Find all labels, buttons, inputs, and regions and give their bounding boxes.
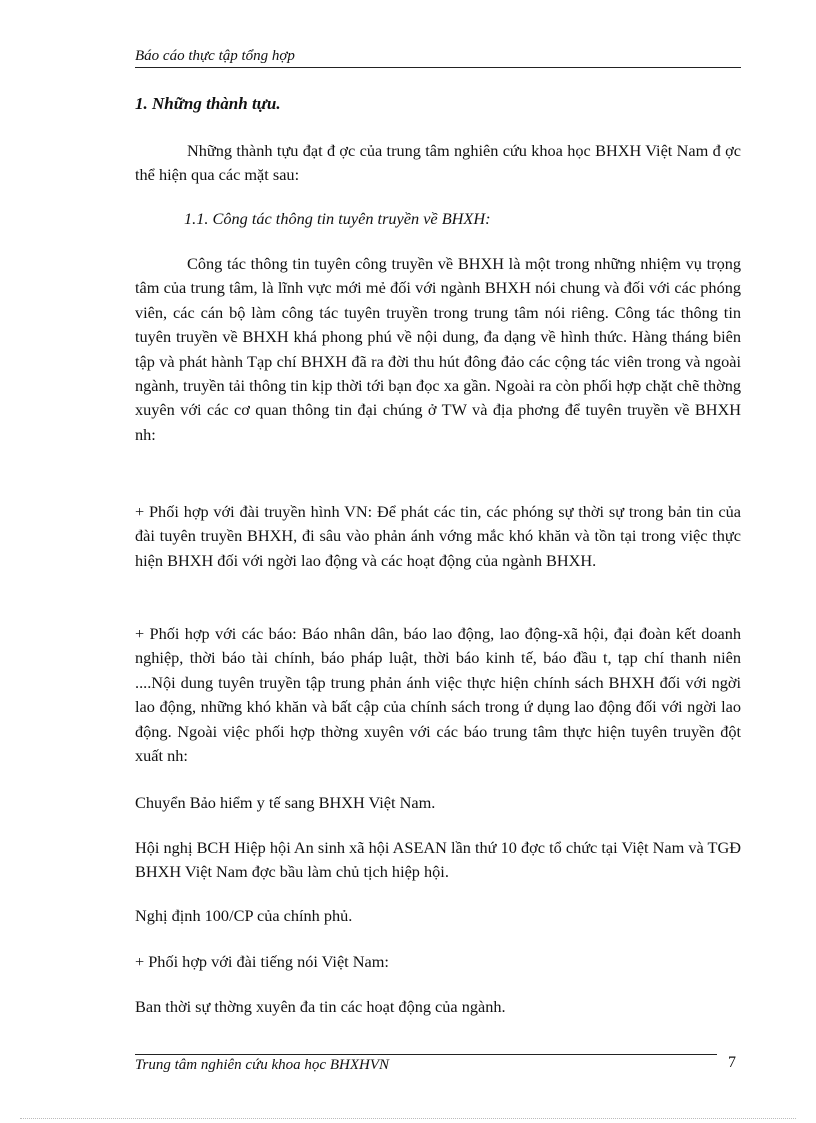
page-footer: Trung tâm nghiên cứu khoa học BHXHVN (135, 1057, 389, 1073)
paragraph-6: Nghị định 100/CP của chính phủ. (135, 906, 353, 925)
page-bottom-border (20, 1118, 796, 1119)
paragraph-3: + Phối hợp với các báo: Báo nhân dân, báo lao động, lao động-xã hội, đại đoàn kết doanh nghiệp, thời báo tài chính, báo pháp luật, thời báo kinh tế, báo đầu t, tạp chí thanh niên ....Nội dung tuyên truyền tập trung phản ánh việc thực hiện chính sách BHXH đối với ngời lao động, những khó khăn và bất cập của chính sách trong ứ dụng lao động đối với ngời lao động. Ngoài việc phối hợp thờng xuyên với các báo trung tâm thực hiện tuyên truyền đột xuất nh: (135, 624, 741, 766)
paragraph-5: Hội nghị BCH Hiệp hội An sinh xã hội ASEAN lần thứ 10 đợc tổ chức tại Việt Nam và TGĐ BHXH Việt Nam đợc bầu làm chủ tịch hiệp hội. (135, 838, 741, 882)
paragraph-4: Chuyển Bảo hiểm y tế sang BHXH Việt Nam. (135, 793, 436, 812)
subheading: 1.1. Công tác thông tin tuyên truyền về BHXH: (184, 209, 491, 228)
paragraph-7: + Phối hợp với đài tiếng nói Việt Nam: (135, 952, 389, 971)
page-header: Báo cáo thực tập tổng hợp (135, 48, 741, 68)
footer-divider (135, 1054, 717, 1055)
paragraph-8: Ban thời sự thờng xuyên đa tin các hoạt động của ngành. (135, 997, 506, 1016)
paragraph-2: + Phối hợp với đài truyền hình VN: Để phát các tin, các phóng sự thời sự trong bản tin của đài tuyên truyền BHXH, đi sâu vào phản ánh vớng mắc khó khăn và tồn tại trong việc thực hiện BHXH đối với ngời lao động và các hoạt động của ngành BHXH. (135, 502, 741, 570)
paragraph-1: Công tác thông tin tuyên công truyền về BHXH là một trong những nhiệm vụ trọng tâm của trung tâm, là lĩnh vực mới mẻ đối với ngành BHXH nói chung và đối với các phóng viên, các cán bộ làm công tác tuyên truyền trong trung tâm nói riêng. Công tác thông tin tuyên truyền về BHXH khá phong phú về nội dung, đa dạng về hình thức. Hàng tháng biên tập và phát hành Tạp chí BHXH đã ra đời thu hút đông đảo các cộng tác viên trong và ngoài ngành, truyền tải thông tin kịp thời tới bạn đọc xa gần. Ngoài ra còn phối hợp chặt chẽ thờng xuyên với các cơ quan thông tin đại chúng ở TW và địa phơng để tuyên truyền về BHXH nh: (135, 254, 741, 444)
page-number: 7 (728, 1054, 736, 1071)
intro-paragraph: Những thành tựu đạt đ ợc của trung tâm nghiên cứu khoa học BHXH Việt Nam đ ợc thể hiện qua các mặt sau: (135, 141, 741, 185)
section-heading: 1. Những thành tựu. (135, 94, 281, 113)
